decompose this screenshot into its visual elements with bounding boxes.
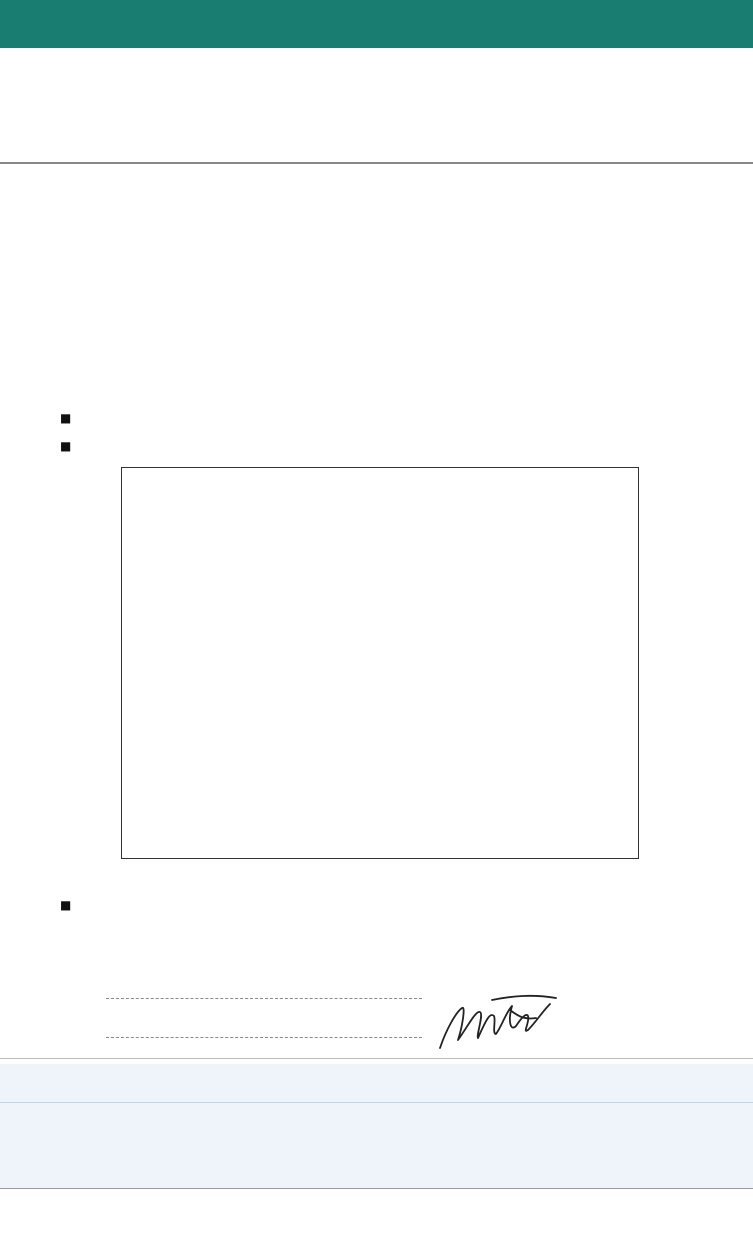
handwritten-signature: [432, 990, 562, 1058]
lipoprint-svg: [122, 468, 640, 860]
lab-report: [0, 168, 753, 1058]
divider: [0, 1188, 753, 1189]
divider: [0, 1058, 753, 1059]
method-line: ■: [60, 411, 83, 425]
opinion-panel: [0, 1064, 753, 1188]
lipoprint-chart: [121, 467, 639, 859]
result-line: ■: [60, 898, 84, 912]
report-header: [0, 0, 753, 48]
request-info: [0, 56, 753, 162]
electro-line: ■: [60, 439, 84, 453]
signature-block: [106, 998, 422, 1038]
divider: [0, 162, 753, 164]
divider: [0, 1102, 753, 1103]
